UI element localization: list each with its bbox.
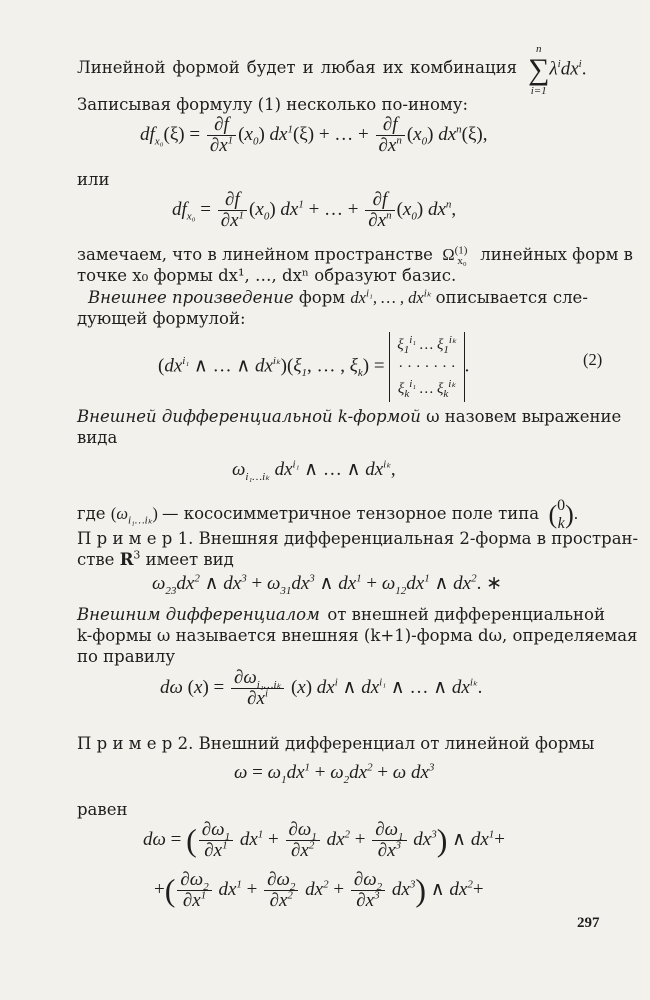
differential-formula-1: $df_{x_0}(\xi)$ = $\frac{\partial f}{\partial x^1}$ $(x_0) dx^1(\xi)$ + … + $\frac{\partial f}{\partial x^n}$ $(x_0)$ $dx^n(\xi)$, xyxy=(140,114,488,156)
text-line-2: Записывая формулу (1) несколько по-иному: xyxy=(77,95,469,114)
wedge-product-formula: ($dx^{i_1}$ ∧ … ∧ $dx^{i_k})(\xi_1$, … , $\xi_k) = \xi_1^{i_1}$ … $\xi_1^{i_k}$ · · · · · · · $\xi_k^{i_1}$ … $\xi_k^{i_k}$. xyxy=(158,334,470,400)
text-line-5: точке x₀ формы dx¹, …, dxⁿ образуют базис. xyxy=(77,266,457,285)
text-line-6: Внешнее произведение форм $dx^{i_1}$, … , $dx^{i_k}$ описывается сле- xyxy=(88,287,588,307)
linear-form-formula: $\omega = \omega_1dx^1 + \omega_2dx^2 + \omega$ $dx^3$ xyxy=(234,761,435,786)
text-line-10: где $(\omega_{i_1\dots i_k})$ — кососимметричное тензорное поле типа (0 k). xyxy=(77,497,578,532)
two-form-example: $\omega_{23}dx^2$ ∧ $dx^3 + \omega_{31}dx^3$ ∧ $dx^1 + \omega_{12}dx^1$ ∧ $dx^2$. ∗ xyxy=(152,572,503,597)
exterior-differential-formula: dω (x) = $\frac{\partial\omega_{i_1\dots i_k}}{\partial x^i}$ (x) $dx^i$ ∧ $dx^{i_1}$ ∧ … ∧ $dx^{i_k}$. xyxy=(160,667,483,709)
text-line-14: k-формы ω называется внешняя (k+1)-форма dω, определяемая xyxy=(77,626,638,645)
text-line-8: Внешней дифференциальной k-формой ω назовем выражение xyxy=(77,407,622,426)
equation-number: (2) xyxy=(583,350,603,369)
determinant: $\xi_1^{i_1}$ … $\xi_1^{i_k}$ · · · · · · · $\xi_k^{i_1}$ … $\xi_k^{i_k}$ xyxy=(389,332,464,402)
text-line-17: равен xyxy=(77,800,128,819)
k-form-formula: $\omega_{i_1\dots i_k}$ $dx^{i_1}$ ∧ … ∧ $dx^{i_k}$, xyxy=(232,458,396,483)
text-line-7: дующей формулой: xyxy=(77,309,246,328)
text-line-3: или xyxy=(77,170,110,189)
d-omega-expansion-2: +( $\frac{\partial\omega_2}{\partial x^1}$ $dx^1$ + $\frac{\partial\omega_2}{\partial x^2}$ $dx^2$ + $\frac{\partial\omega_2}{\partial x^3}$ $dx^3$) ∧ $dx^2+$ xyxy=(154,869,484,911)
text-line-13: Внешним дифференциалом от внешней дифференциальной xyxy=(77,605,605,624)
text-line-15: по правилу xyxy=(77,647,176,666)
text-line-9: вида xyxy=(77,428,118,447)
text-line-12: стве $R^3$ имеет вид xyxy=(77,548,234,569)
text-line-1: Линейной формой будет и любая их комбинация xyxy=(77,58,517,77)
differential-formula-2: $df_{x_0}$ = $\frac{\partial f}{\partial x^1}$ $(x_0) dx^1$ + … + $\frac{\partial f}{\partial x^n}$ $(x_0)$ $dx^n$, xyxy=(172,189,457,231)
text-line-16: П р и м е р 2. Внешний дифференциал от линейной формы xyxy=(77,734,595,753)
d-omega-expansion-1: dω = ( $\frac{\partial\omega_1}{\partial x^1}$ $dx^1$ + $\frac{\partial\omega_1}{\partial x^2}$ $dx^2$ + $\frac{\partial\omega_1}{\partial x^3}$ $dx^3$) ∧ $dx^1+$ xyxy=(143,819,505,861)
sum-lambda-formula: n ∑ i=1 $\lambda^idx^i$. xyxy=(528,43,587,97)
text-line-4: замечаем, что в линейном пространстве $\Omega^{(1)}_{x_0}$ линейных форм в xyxy=(77,244,633,268)
page-number: 297 xyxy=(577,915,600,931)
text-line-11: П р и м е р 1. Внешняя дифференциальная 2-форма в простран- xyxy=(77,529,639,548)
